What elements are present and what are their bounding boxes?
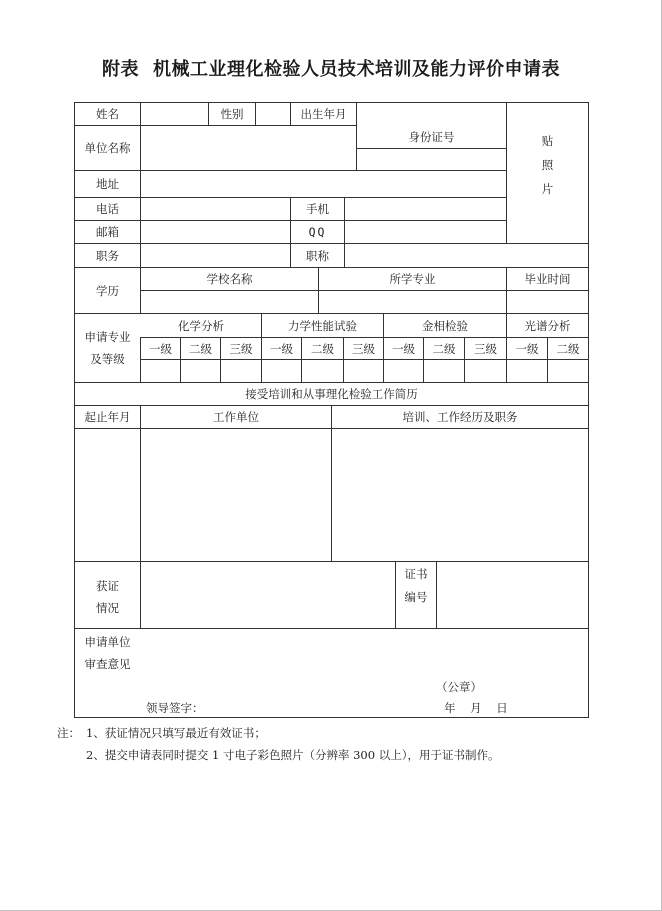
mobile-field[interactable] [345,198,506,220]
title-field[interactable] [345,244,588,267]
id-number-label: 身份证号 [408,130,455,144]
photo-box[interactable] [507,103,588,243]
level-cell: 二级 [189,341,212,356]
level-cell: 三级 [352,341,375,356]
review-label-line1: 申请单位 [84,635,131,649]
specialty-label-line1: 申请专业 [84,330,131,344]
workplace-field[interactable] [141,429,331,561]
level-cell: 一级 [149,341,172,356]
title-main: 机械工业理化检验人员技术培训及能力评价申请表 [153,59,560,80]
certificate-label-line2: 情况 [96,601,119,615]
experience-field[interactable] [332,429,588,561]
position-label: 职务 [96,248,119,263]
qq-field[interactable] [345,221,506,243]
certificate-field[interactable] [141,562,395,628]
unit-name-label: 单位名称 [84,141,131,155]
level-cell: 三级 [474,341,497,356]
review-date-label: 年 月 日 [444,701,508,715]
mobile-label: 手机 [306,202,329,216]
review-label-line2: 审查意见 [84,657,131,671]
major-chemical-analysis: 化学分析 [178,318,224,333]
certificate-number-label-line1: 证书 [404,567,428,581]
major-field[interactable] [319,291,506,313]
photo-label-2: 照 [541,158,554,172]
review-opinion-field[interactable] [141,629,588,679]
level-checkbox[interactable] [507,360,547,382]
level-checkbox[interactable] [548,360,588,382]
official-seal-label: （公章） [436,680,482,694]
experience-label: 培训、工作经历及职务 [402,410,518,424]
level-cell: 一级 [270,341,293,356]
gender-label: 性别 [220,107,244,121]
address-label: 地址 [96,177,119,191]
qq-label: QQ [308,225,327,239]
note-prefix: 注： [57,726,80,740]
level-cell: 三级 [229,341,253,356]
resume-heading: 接受培训和从事理化检验工作简历 [245,387,418,401]
email-label: 邮箱 [96,225,119,239]
specialty-label-line2: 及等级 [90,352,125,366]
period-field[interactable] [75,429,140,561]
certificate-number-label-line2: 编号 [404,590,428,604]
note-item-1: 1、获证情况只填写最近有效证书； [86,726,266,740]
major-mechanical-testing: 力学性能试验 [288,318,357,333]
workplace-label: 工作单位 [213,410,259,424]
level-cell: 二级 [311,341,334,356]
level-cell: 一级 [515,341,539,356]
title-label: 职称 [306,248,329,263]
level-checkbox[interactable] [384,360,423,382]
photo-label-1: 贴 [541,134,554,148]
level-checkbox[interactable] [141,360,180,382]
level-cell: 一级 [392,341,415,356]
title-prefix: 附表 [102,59,139,80]
level-checkbox[interactable] [262,360,301,382]
period-label: 起止年月 [84,410,131,424]
id-number-field[interactable] [357,149,506,170]
school-name-field[interactable] [141,291,318,313]
leader-signature-field[interactable] [236,699,426,716]
phone-field[interactable] [141,198,290,220]
unit-name-field[interactable] [141,126,356,170]
name-label: 姓名 [96,107,119,121]
photo-label-3: 片 [541,182,554,196]
gender-field[interactable] [256,103,290,125]
position-field[interactable] [141,244,290,267]
note-item-2: 2、提交申请表同时提交 1 寸电子彩色照片（分辨率 300 以上），用于证书制作。 [86,748,500,762]
name-field[interactable] [141,103,208,125]
address-field[interactable] [141,171,506,197]
leader-signature-label: 领导签字： [146,701,204,715]
level-checkbox[interactable] [181,360,220,382]
level-cell: 二级 [556,341,580,356]
graduation-time-field[interactable] [507,291,588,313]
level-checkbox[interactable] [344,360,383,382]
education-label: 学历 [96,283,119,298]
major-label: 所学专业 [389,272,436,286]
certificate-number-field[interactable] [437,562,588,628]
level-cell: 二级 [432,341,456,356]
major-metallography: 金相检验 [422,318,468,333]
level-checkbox[interactable] [302,360,343,382]
level-checkbox[interactable] [221,360,261,382]
birth-date-field[interactable] [357,103,506,125]
level-checkbox[interactable] [424,360,464,382]
rule [588,102,589,717]
birth-date-label: 出生年月 [300,107,347,121]
graduation-time-label: 毕业时间 [524,272,571,286]
phone-label: 电话 [96,202,119,216]
major-spectral-analysis: 光谱分析 [524,318,571,333]
school-name-label: 学校名称 [206,272,253,286]
level-checkbox[interactable] [465,360,506,382]
certificate-label-line1: 获证 [96,579,119,593]
email-field[interactable] [141,221,290,243]
rule [74,717,589,718]
